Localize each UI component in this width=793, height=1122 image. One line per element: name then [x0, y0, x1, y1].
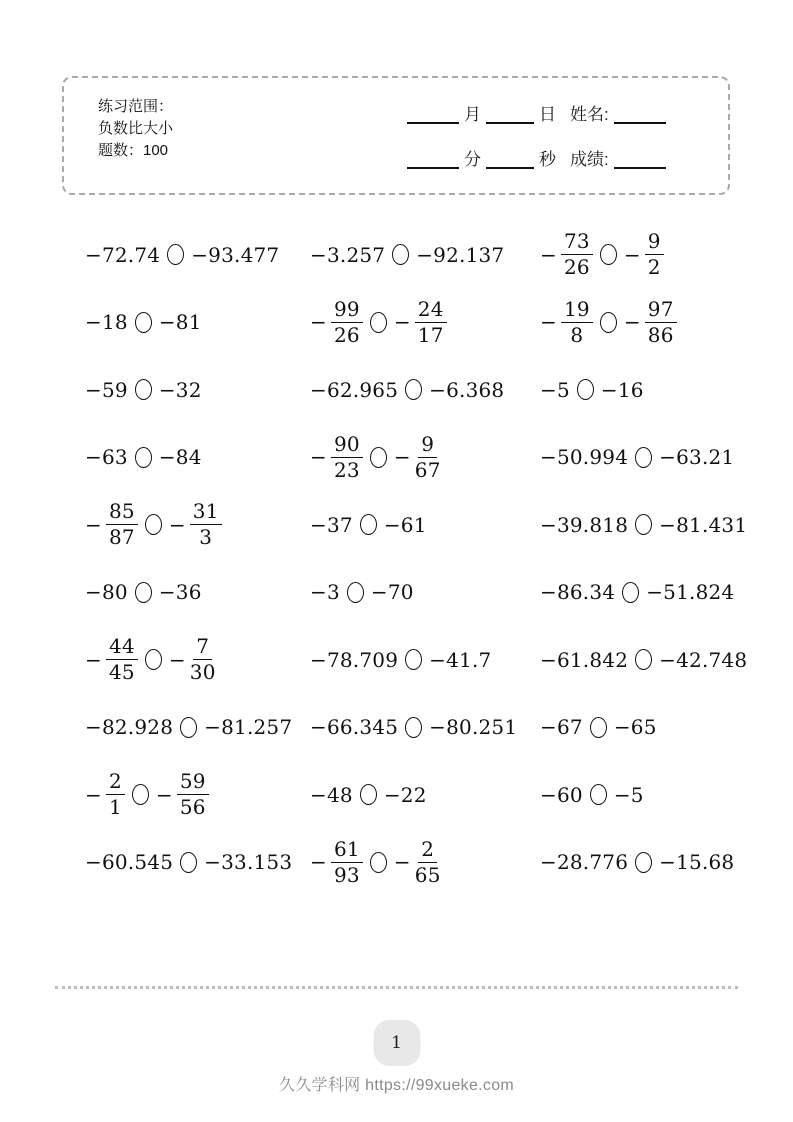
comparison-answer-circle[interactable]	[167, 244, 184, 265]
comparison-problem	[85, 694, 310, 762]
denominator: 93	[333, 862, 360, 887]
comparison-answer-circle[interactable]	[635, 514, 652, 535]
number-operand: −63.21	[659, 445, 735, 470]
number-operand: −92.137	[416, 242, 505, 267]
number-operand: −33.153	[204, 850, 293, 875]
number-operand: −15.68	[659, 850, 735, 875]
comparison-answer-circle[interactable]	[370, 447, 387, 468]
fraction-operand	[156, 770, 209, 819]
comparison-answer-circle[interactable]	[132, 784, 149, 805]
minus-sign: −	[393, 445, 411, 470]
fraction-stack	[561, 298, 593, 347]
worksheet-header-box	[62, 76, 730, 195]
minus-sign: −	[155, 782, 173, 807]
comparison-problem	[310, 221, 540, 289]
comparison-answer-circle[interactable]	[405, 717, 422, 738]
numerator: 44	[106, 635, 138, 660]
number-operand: −59	[85, 377, 128, 402]
comparison-answer-circle[interactable]	[577, 379, 594, 400]
comparison-answer-circle[interactable]	[405, 649, 422, 670]
denominator: 26	[333, 322, 360, 347]
fraction-operand	[394, 838, 441, 887]
comparison-answer-circle[interactable]	[405, 379, 422, 400]
minus-sign: −	[540, 310, 557, 335]
number-operand: −6.368	[429, 377, 505, 402]
comparison-answer-circle[interactable]	[360, 514, 377, 535]
number-operand: −80.251	[429, 715, 518, 740]
number-operand: −60	[540, 782, 583, 807]
minus-sign: −	[85, 512, 102, 537]
day-blank[interactable]	[486, 106, 534, 124]
page-number-badge	[373, 1020, 420, 1066]
comparison-problem	[540, 356, 747, 424]
comparison-problem	[540, 626, 747, 694]
fraction-operand	[624, 230, 664, 279]
comparison-answer-circle[interactable]	[180, 717, 197, 738]
numerator: 24	[415, 298, 447, 323]
denominator: 23	[333, 457, 360, 482]
number-operand: −3.257	[310, 242, 386, 267]
comparison-answer-circle[interactable]	[635, 447, 652, 468]
number-operand: −42.748	[659, 647, 748, 672]
comparison-problem	[540, 829, 747, 897]
number-operand: −32	[158, 377, 202, 402]
minus-sign: −	[310, 445, 327, 470]
date-name-row	[402, 92, 714, 124]
comparison-problem	[540, 761, 747, 829]
numerator: 90	[331, 433, 363, 458]
practice-scope-value: 负数比大小	[98, 120, 174, 137]
comparison-answer-circle[interactable]	[180, 852, 197, 873]
number-operand: −81.431	[659, 512, 748, 537]
minus-sign: −	[168, 647, 186, 672]
number-operand: −51.824	[646, 580, 735, 605]
fraction-stack	[106, 500, 138, 549]
fraction-stack	[415, 433, 441, 482]
numerator: 9	[418, 433, 437, 458]
comparison-problem	[310, 694, 540, 762]
comparison-answer-circle[interactable]	[145, 649, 162, 670]
fraction-operand	[169, 635, 216, 684]
comparison-problem	[85, 424, 310, 492]
numerator: 2	[106, 770, 125, 795]
comparison-answer-circle[interactable]	[370, 852, 387, 873]
denominator: 17	[417, 322, 444, 347]
number-operand: −50.994	[540, 445, 629, 470]
denominator: 3	[199, 525, 213, 550]
number-operand: −84	[158, 445, 202, 470]
comparison-answer-circle[interactable]	[600, 312, 617, 333]
comparison-problem	[310, 559, 540, 627]
minus-sign: −	[393, 310, 411, 335]
denominator: 1	[108, 795, 122, 820]
denominator: 26	[563, 255, 590, 280]
minus-sign: −	[623, 242, 641, 267]
comparison-problem	[85, 356, 310, 424]
minute-label: 分	[464, 150, 481, 169]
numerator: 59	[177, 770, 209, 795]
denominator: 86	[647, 322, 674, 347]
denominator: 8	[570, 322, 584, 347]
number-operand: −61	[383, 512, 427, 537]
name-label: 姓名:	[570, 105, 609, 124]
comparison-problem	[85, 221, 310, 289]
comparison-problem	[310, 761, 540, 829]
number-operand: −86.34	[540, 580, 616, 605]
denominator: 67	[414, 457, 441, 482]
minus-sign: −	[168, 512, 186, 537]
fraction-operand	[310, 298, 363, 347]
number-operand: −41.7	[429, 647, 492, 672]
time-score-row	[402, 137, 714, 169]
comparison-answer-circle[interactable]	[370, 312, 387, 333]
number-operand: −22	[383, 782, 427, 807]
fraction-operand	[310, 433, 363, 482]
fraction-stack	[106, 635, 138, 684]
comparison-answer-circle[interactable]	[590, 717, 607, 738]
day-label: 日	[539, 105, 556, 124]
number-operand: −93.477	[191, 242, 280, 267]
comparison-answer-circle[interactable]	[392, 244, 409, 265]
number-operand: −3	[310, 580, 340, 605]
fraction-operand	[624, 298, 677, 347]
fraction-operand	[540, 230, 593, 279]
number-operand: −18	[85, 310, 128, 335]
fraction-operand	[169, 500, 222, 549]
comparison-answer-circle[interactable]	[600, 244, 617, 265]
numerator: 9	[645, 230, 664, 255]
comparison-problem	[310, 491, 540, 559]
comparison-answer-circle[interactable]	[635, 649, 652, 670]
comparison-problem	[85, 626, 310, 694]
fraction-stack	[331, 433, 363, 482]
comparison-problem	[310, 356, 540, 424]
number-operand: −82.928	[85, 715, 174, 740]
number-operand: −72.74	[85, 242, 161, 267]
numerator: 97	[645, 298, 677, 323]
numerator: 7	[193, 635, 212, 660]
number-operand: −67	[540, 715, 583, 740]
comparison-answer-circle[interactable]	[635, 852, 652, 873]
fraction-stack	[331, 838, 363, 887]
fraction-operand	[394, 298, 447, 347]
number-operand: −36	[158, 580, 202, 605]
comparison-answer-circle[interactable]	[590, 784, 607, 805]
number-operand: −28.776	[540, 850, 629, 875]
fraction-operand	[310, 838, 363, 887]
denominator: 87	[108, 525, 135, 550]
comparison-problem	[85, 289, 310, 357]
minute-blank[interactable]	[407, 151, 459, 169]
comparison-problem	[540, 424, 747, 492]
numerator: 61	[331, 838, 363, 863]
fraction-stack	[190, 500, 222, 549]
practice-scope-block	[98, 96, 173, 162]
numerator: 19	[561, 298, 593, 323]
number-operand: −5	[613, 782, 644, 807]
fraction-operand	[85, 500, 138, 549]
denominator: 2	[647, 255, 661, 280]
comparison-answer-circle[interactable]	[360, 784, 377, 805]
fraction-operand	[540, 298, 593, 347]
second-label: 秒	[539, 150, 556, 169]
numerator: 73	[561, 230, 593, 255]
fraction-stack	[331, 298, 363, 347]
site-credit-text: 久久学科网 https://99xueke.com	[278, 1077, 515, 1094]
comparison-problem	[540, 289, 747, 357]
number-operand: −80	[85, 580, 128, 605]
minus-sign: −	[310, 310, 327, 335]
number-operand: −61.842	[540, 647, 629, 672]
fraction-operand	[85, 770, 125, 819]
number-operand: −70	[370, 580, 414, 605]
problems-grid	[85, 221, 748, 896]
comparison-problem	[540, 694, 747, 762]
comparison-answer-circle[interactable]	[145, 514, 162, 535]
comparison-problem	[85, 761, 310, 829]
denominator: 30	[189, 660, 216, 685]
fraction-operand	[85, 635, 138, 684]
number-operand: −16	[600, 377, 644, 402]
denominator: 65	[414, 862, 441, 887]
comparison-answer-circle[interactable]	[347, 582, 364, 603]
comparison-answer-circle[interactable]	[135, 312, 152, 333]
fraction-stack	[177, 770, 209, 819]
comparison-answer-circle[interactable]	[135, 582, 152, 603]
number-operand: −48	[310, 782, 353, 807]
comparison-problem	[85, 559, 310, 627]
number-operand: −62.965	[310, 377, 399, 402]
minus-sign: −	[540, 242, 557, 267]
number-operand: −37	[310, 512, 353, 537]
number-operand: −39.818	[540, 512, 629, 537]
name-blank[interactable]	[614, 106, 666, 124]
numerator: 31	[190, 500, 222, 525]
month-label: 月	[464, 105, 481, 124]
footer-dotted-separator	[55, 986, 738, 989]
score-blank[interactable]	[614, 151, 666, 169]
number-operand: −81.257	[204, 715, 293, 740]
minus-sign: −	[310, 850, 327, 875]
fraction-stack	[645, 230, 664, 279]
fraction-stack	[415, 838, 441, 887]
comparison-answer-circle[interactable]	[135, 379, 152, 400]
numerator: 99	[331, 298, 363, 323]
comparison-answer-circle[interactable]	[622, 582, 639, 603]
month-blank[interactable]	[407, 106, 459, 124]
question-count-label: 题数：100	[98, 142, 169, 159]
fraction-stack	[190, 635, 216, 684]
minus-sign: −	[85, 647, 102, 672]
numerator: 2	[418, 838, 437, 863]
number-operand: −81	[158, 310, 202, 335]
comparison-problem	[85, 491, 310, 559]
fraction-stack	[415, 298, 447, 347]
minus-sign: −	[623, 310, 641, 335]
number-operand: −65	[613, 715, 657, 740]
page-number: 1	[391, 1033, 402, 1053]
number-operand: −5	[540, 377, 570, 402]
comparison-problem	[85, 829, 310, 897]
minus-sign: −	[393, 850, 411, 875]
comparison-problem	[310, 829, 540, 897]
denominator: 56	[179, 795, 206, 820]
fill-in-rows	[402, 92, 714, 182]
number-operand: −78.709	[310, 647, 399, 672]
comparison-problem	[310, 424, 540, 492]
minus-sign: −	[85, 782, 102, 807]
second-blank[interactable]	[486, 151, 534, 169]
denominator: 45	[108, 660, 135, 685]
fraction-stack	[106, 770, 125, 819]
comparison-problem	[540, 559, 747, 627]
practice-scope-label: 练习范围：	[98, 98, 174, 115]
comparison-problem	[310, 626, 540, 694]
numerator: 85	[106, 500, 138, 525]
fraction-stack	[561, 230, 593, 279]
comparison-problem	[540, 221, 747, 289]
number-operand: −63	[85, 445, 128, 470]
comparison-problem	[310, 289, 540, 357]
score-label: 成绩:	[570, 150, 609, 169]
number-operand: −60.545	[85, 850, 174, 875]
fraction-operand	[394, 433, 441, 482]
fraction-stack	[645, 298, 677, 347]
comparison-answer-circle[interactable]	[135, 447, 152, 468]
comparison-problem	[540, 491, 747, 559]
number-operand: −66.345	[310, 715, 399, 740]
